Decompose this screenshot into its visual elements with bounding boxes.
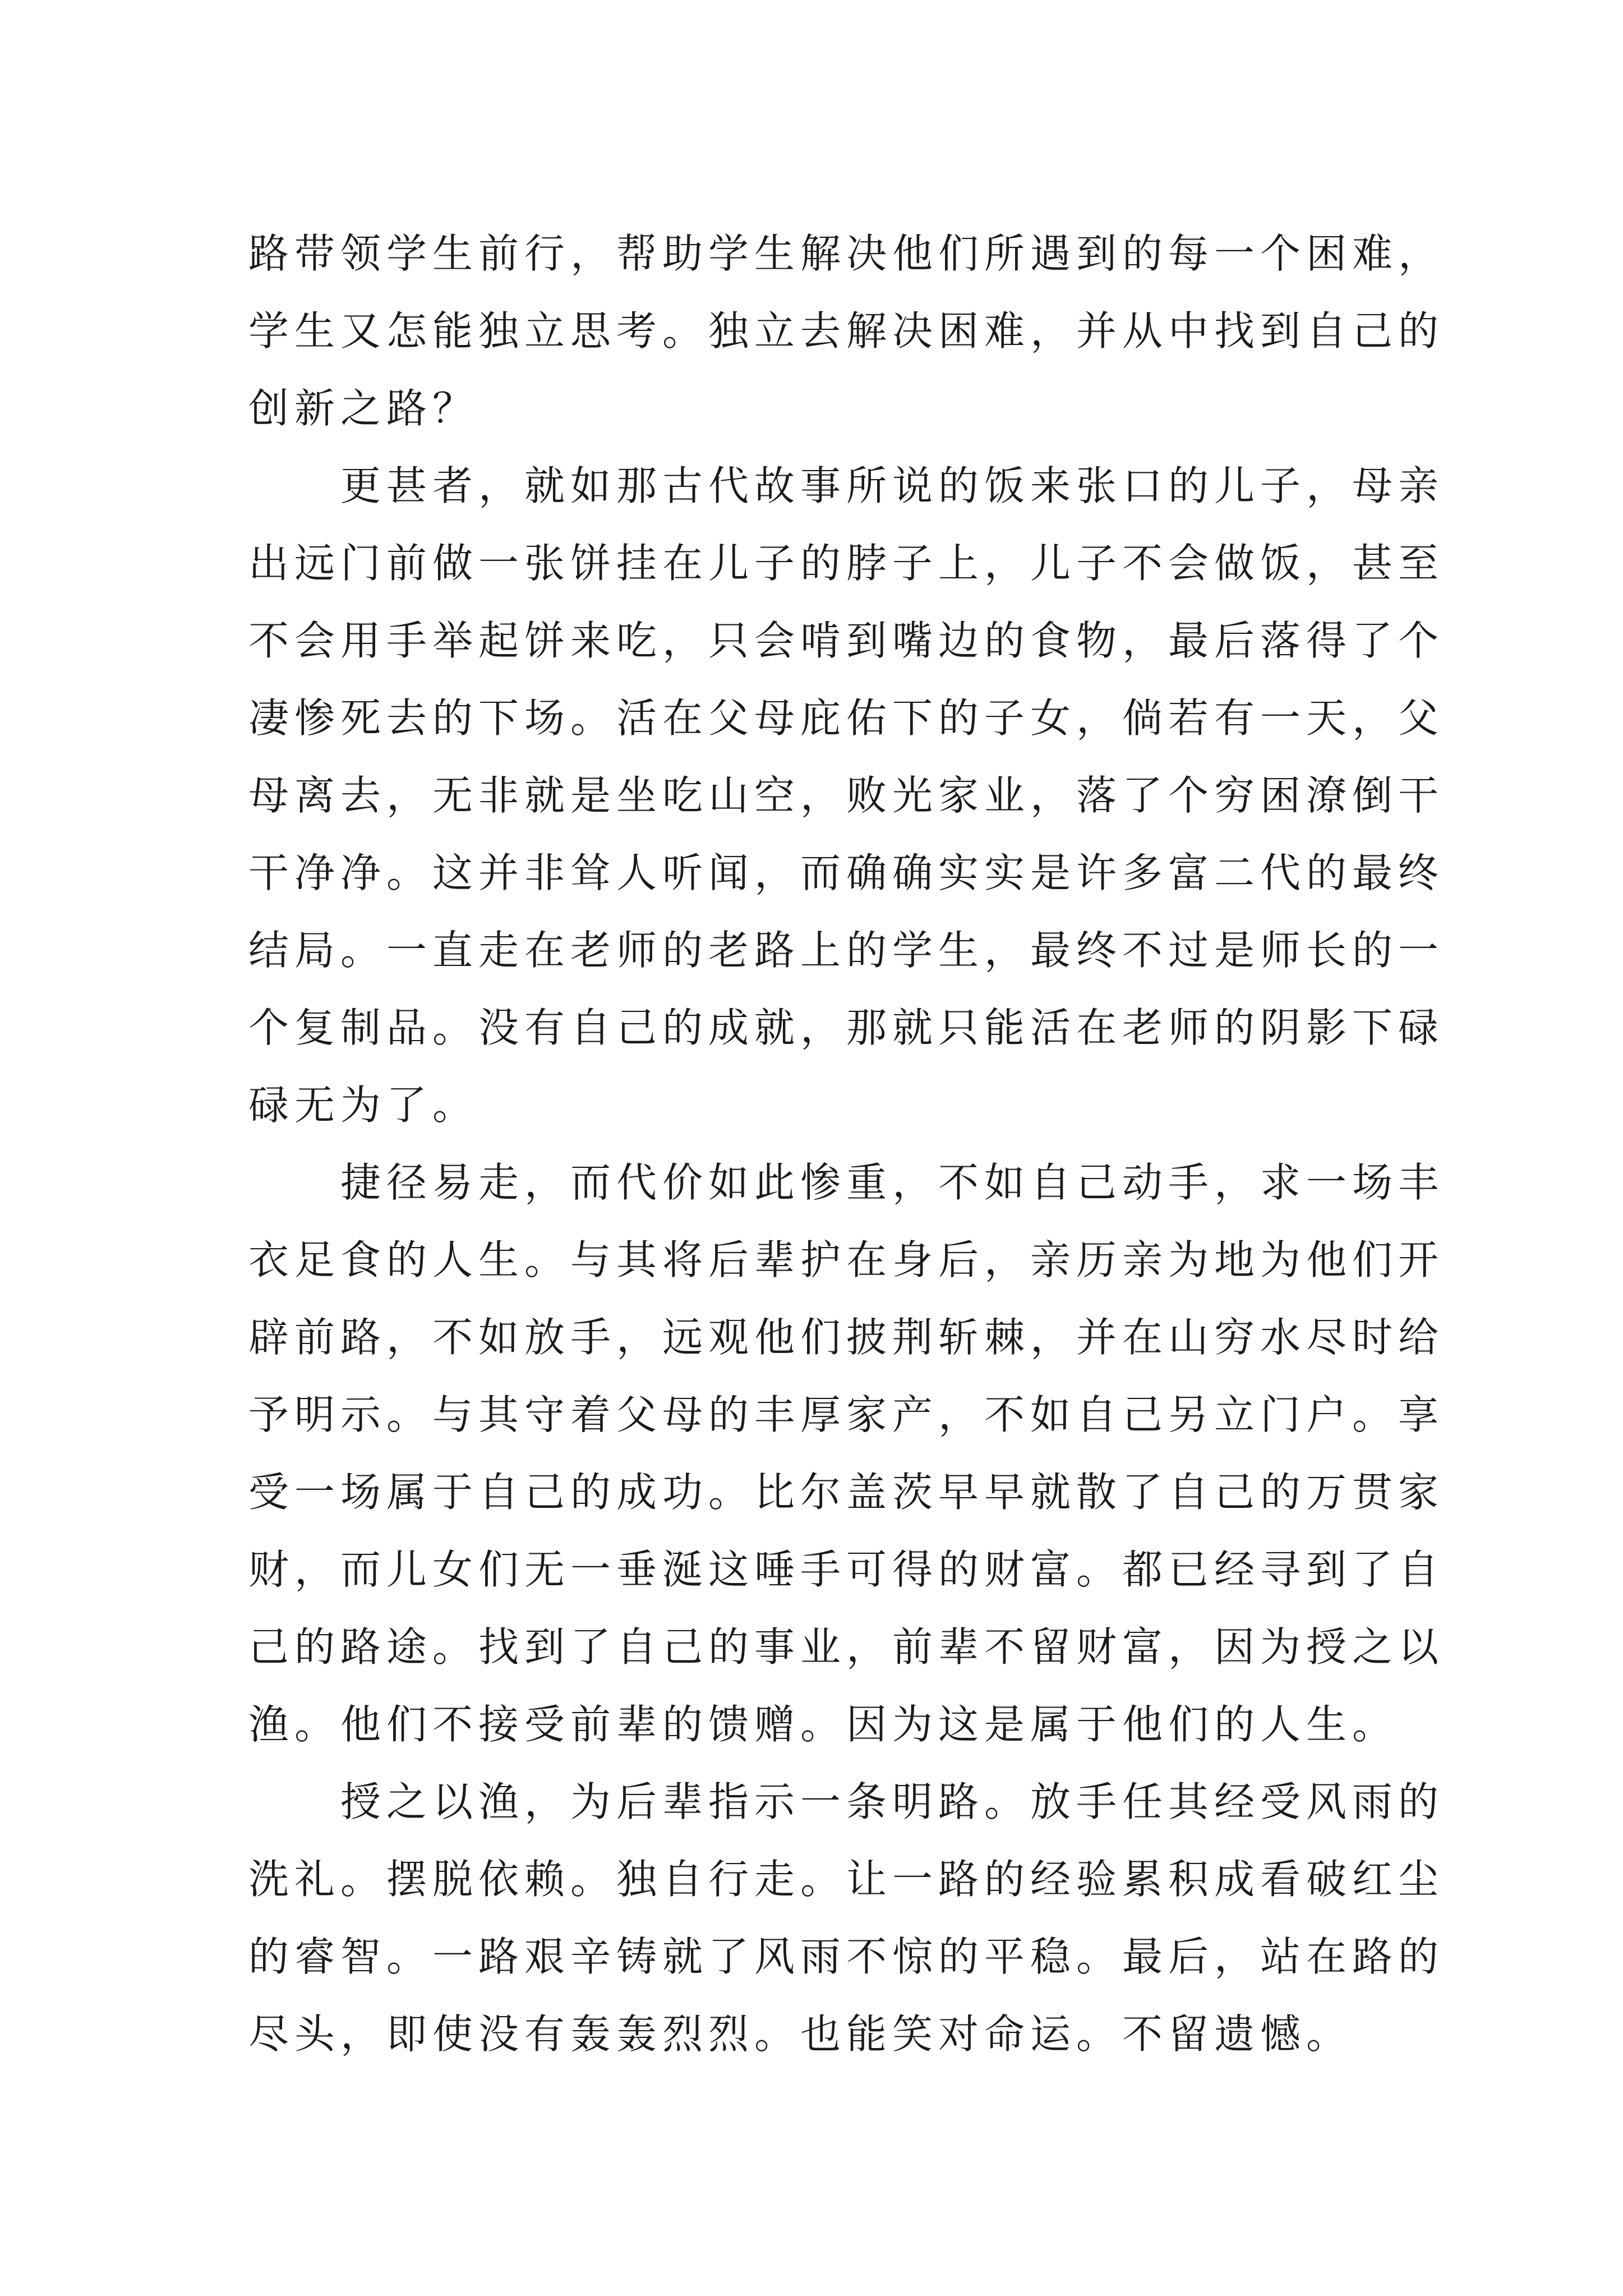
text-line: 碌无为了。 bbox=[248, 1082, 479, 1129]
text-line: 路带领学生前行，帮助学生解决他们所遇到的每一个困难， bbox=[248, 230, 1445, 277]
text-line: 干净净。这并非耸人听闻，而确确实实是许多富二代的最终 bbox=[248, 849, 1445, 896]
text-line: 辟前路，不如放手，远观他们披荆斩棘，并在山穷水尽时给 bbox=[248, 1314, 1445, 1361]
text-line: 不会用手举起饼来吃，只会啃到嘴边的食物，最后落得了个 bbox=[248, 617, 1445, 664]
text-line: 受一场属于自己的成功。比尔盖茨早早就散了自己的万贯家 bbox=[248, 1469, 1445, 1516]
text-line: 渔。他们不接受前辈的馈赠。因为这是属于他们的人生。 bbox=[248, 1701, 1399, 1748]
text-line: 学生又怎能独立思考。独立去解决困难，并从中找到自己的 bbox=[248, 307, 1445, 355]
text-line: 财，而儿女们无一垂涎这唾手可得的财富。都已经寻到了自 bbox=[248, 1546, 1445, 1593]
paragraph-2 bbox=[248, 447, 1445, 1144]
paragraph-3 bbox=[248, 1144, 1445, 1763]
paragraph-1 bbox=[248, 215, 1445, 447]
text-line: 个复制品。没有自己的成就，那就只能活在老师的阴影下碌 bbox=[248, 1004, 1445, 1051]
text-line: 的睿智。一路艰辛铸就了风雨不惊的平稳。最后，站在路的 bbox=[248, 1933, 1445, 1980]
text-line: 出远门前做一张饼挂在儿子的脖子上，儿子不会做饭，甚至 bbox=[248, 540, 1445, 587]
text-line: 结局。一直走在老师的老路上的学生，最终不过是师长的一 bbox=[248, 927, 1445, 974]
text-line: 衣足食的人生。与其将后辈护在身后，亲历亲为地为他们开 bbox=[248, 1236, 1445, 1283]
body-text bbox=[248, 215, 1445, 2073]
text-line: 创新之路？ bbox=[248, 385, 479, 432]
text-line: 洗礼。摆脱依赖。独自行走。让一路的经验累积成看破红尘 bbox=[248, 1856, 1445, 1903]
paragraph-4 bbox=[248, 1763, 1445, 2073]
text-line: 己的路途。找到了自己的事业，前辈不留财富，因为授之以 bbox=[248, 1623, 1445, 1671]
text-line: 捷径易走，而代价如此惨重，不如自己动手，求一场丰 bbox=[340, 1159, 1445, 1206]
text-line: 更甚者，就如那古代故事所说的饭来张口的儿子，母亲 bbox=[340, 462, 1445, 509]
text-line: 予明示。与其守着父母的丰厚家产，不如自己另立门户。享 bbox=[248, 1391, 1445, 1438]
text-line: 授之以渔，为后辈指示一条明路。放手任其经受风雨的 bbox=[340, 1778, 1445, 1825]
text-line: 凄惨死去的下场。活在父母庇佑下的子女，倘若有一天，父 bbox=[248, 694, 1445, 742]
text-line: 母离去，无非就是坐吃山空，败光家业，落了个穷困潦倒干 bbox=[248, 772, 1445, 819]
text-line: 尽头，即使没有轰轰烈烈。也能笑对命运。不留遗憾。 bbox=[248, 2010, 1353, 2058]
